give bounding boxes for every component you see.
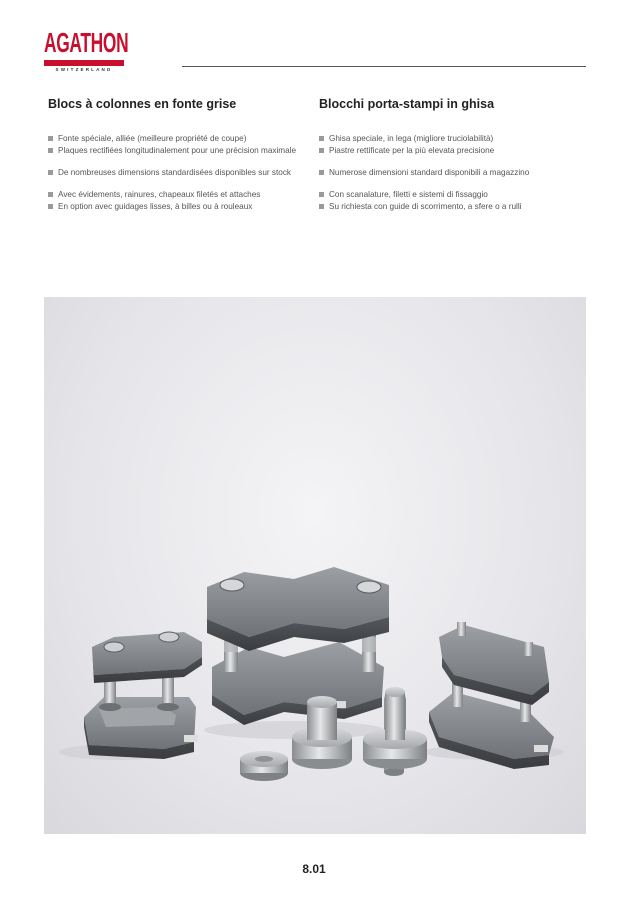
left-die-set [84,632,202,759]
bullet-square-icon [48,192,53,197]
list-item: Piastre rettificate per la più elevata precisione [319,146,584,168]
list-item: Su richiesta con guide di scorrimento, a sfere o a rulli [319,202,584,214]
french-column [48,96,313,214]
list-item: Con scanalature, filetti e sistemi di fissaggio [319,190,584,202]
french-feature-list [48,134,313,214]
bullet-square-icon [48,204,53,209]
bullet-square-icon [319,148,324,153]
logo-bar [44,60,124,66]
bullet-square-icon [319,170,324,175]
italian-column [319,96,584,214]
header-divider [182,66,586,67]
list-item: Avec évidements, rainures, chapeaux filetés et attaches [48,190,313,202]
french-title: Blocs à colonnes en fonte grise [48,97,237,111]
agathon-logo [44,26,129,72]
bullet-square-icon [319,192,324,197]
bullet-square-icon [319,204,324,209]
italian-feature-list [319,134,584,214]
list-item: Fonte spéciale, alliée (meilleure propriété de coupe) [48,134,313,146]
page-number: 8.01 [302,862,326,876]
center-die-set [207,567,389,725]
list-item: De nombreuses dimensions standardisées disponibles sur stock [48,168,313,190]
product-photo [44,297,586,834]
bullet-square-icon [48,148,53,153]
italian-title: Blocchi porta-stampi in ghisa [319,97,495,111]
bullet-square-icon [48,136,53,141]
logo-wordmark: AGATHON [44,27,129,58]
list-item: Plaques rectifiées longitudinalement pour une précision maximale [48,146,313,168]
list-item: Numerose dimensioni standard disponibili a magazzino [319,168,584,190]
right-die-set [429,622,554,769]
list-item: Ghisa speciale, in lega (migliore truciolabilità) [319,134,584,146]
logo-tagline: SWITZERLAND [55,67,113,72]
bullet-square-icon [48,170,53,175]
list-item: En option avec guidages lisses, à billes ou à rouleaux [48,202,313,214]
bullet-square-icon [319,136,324,141]
